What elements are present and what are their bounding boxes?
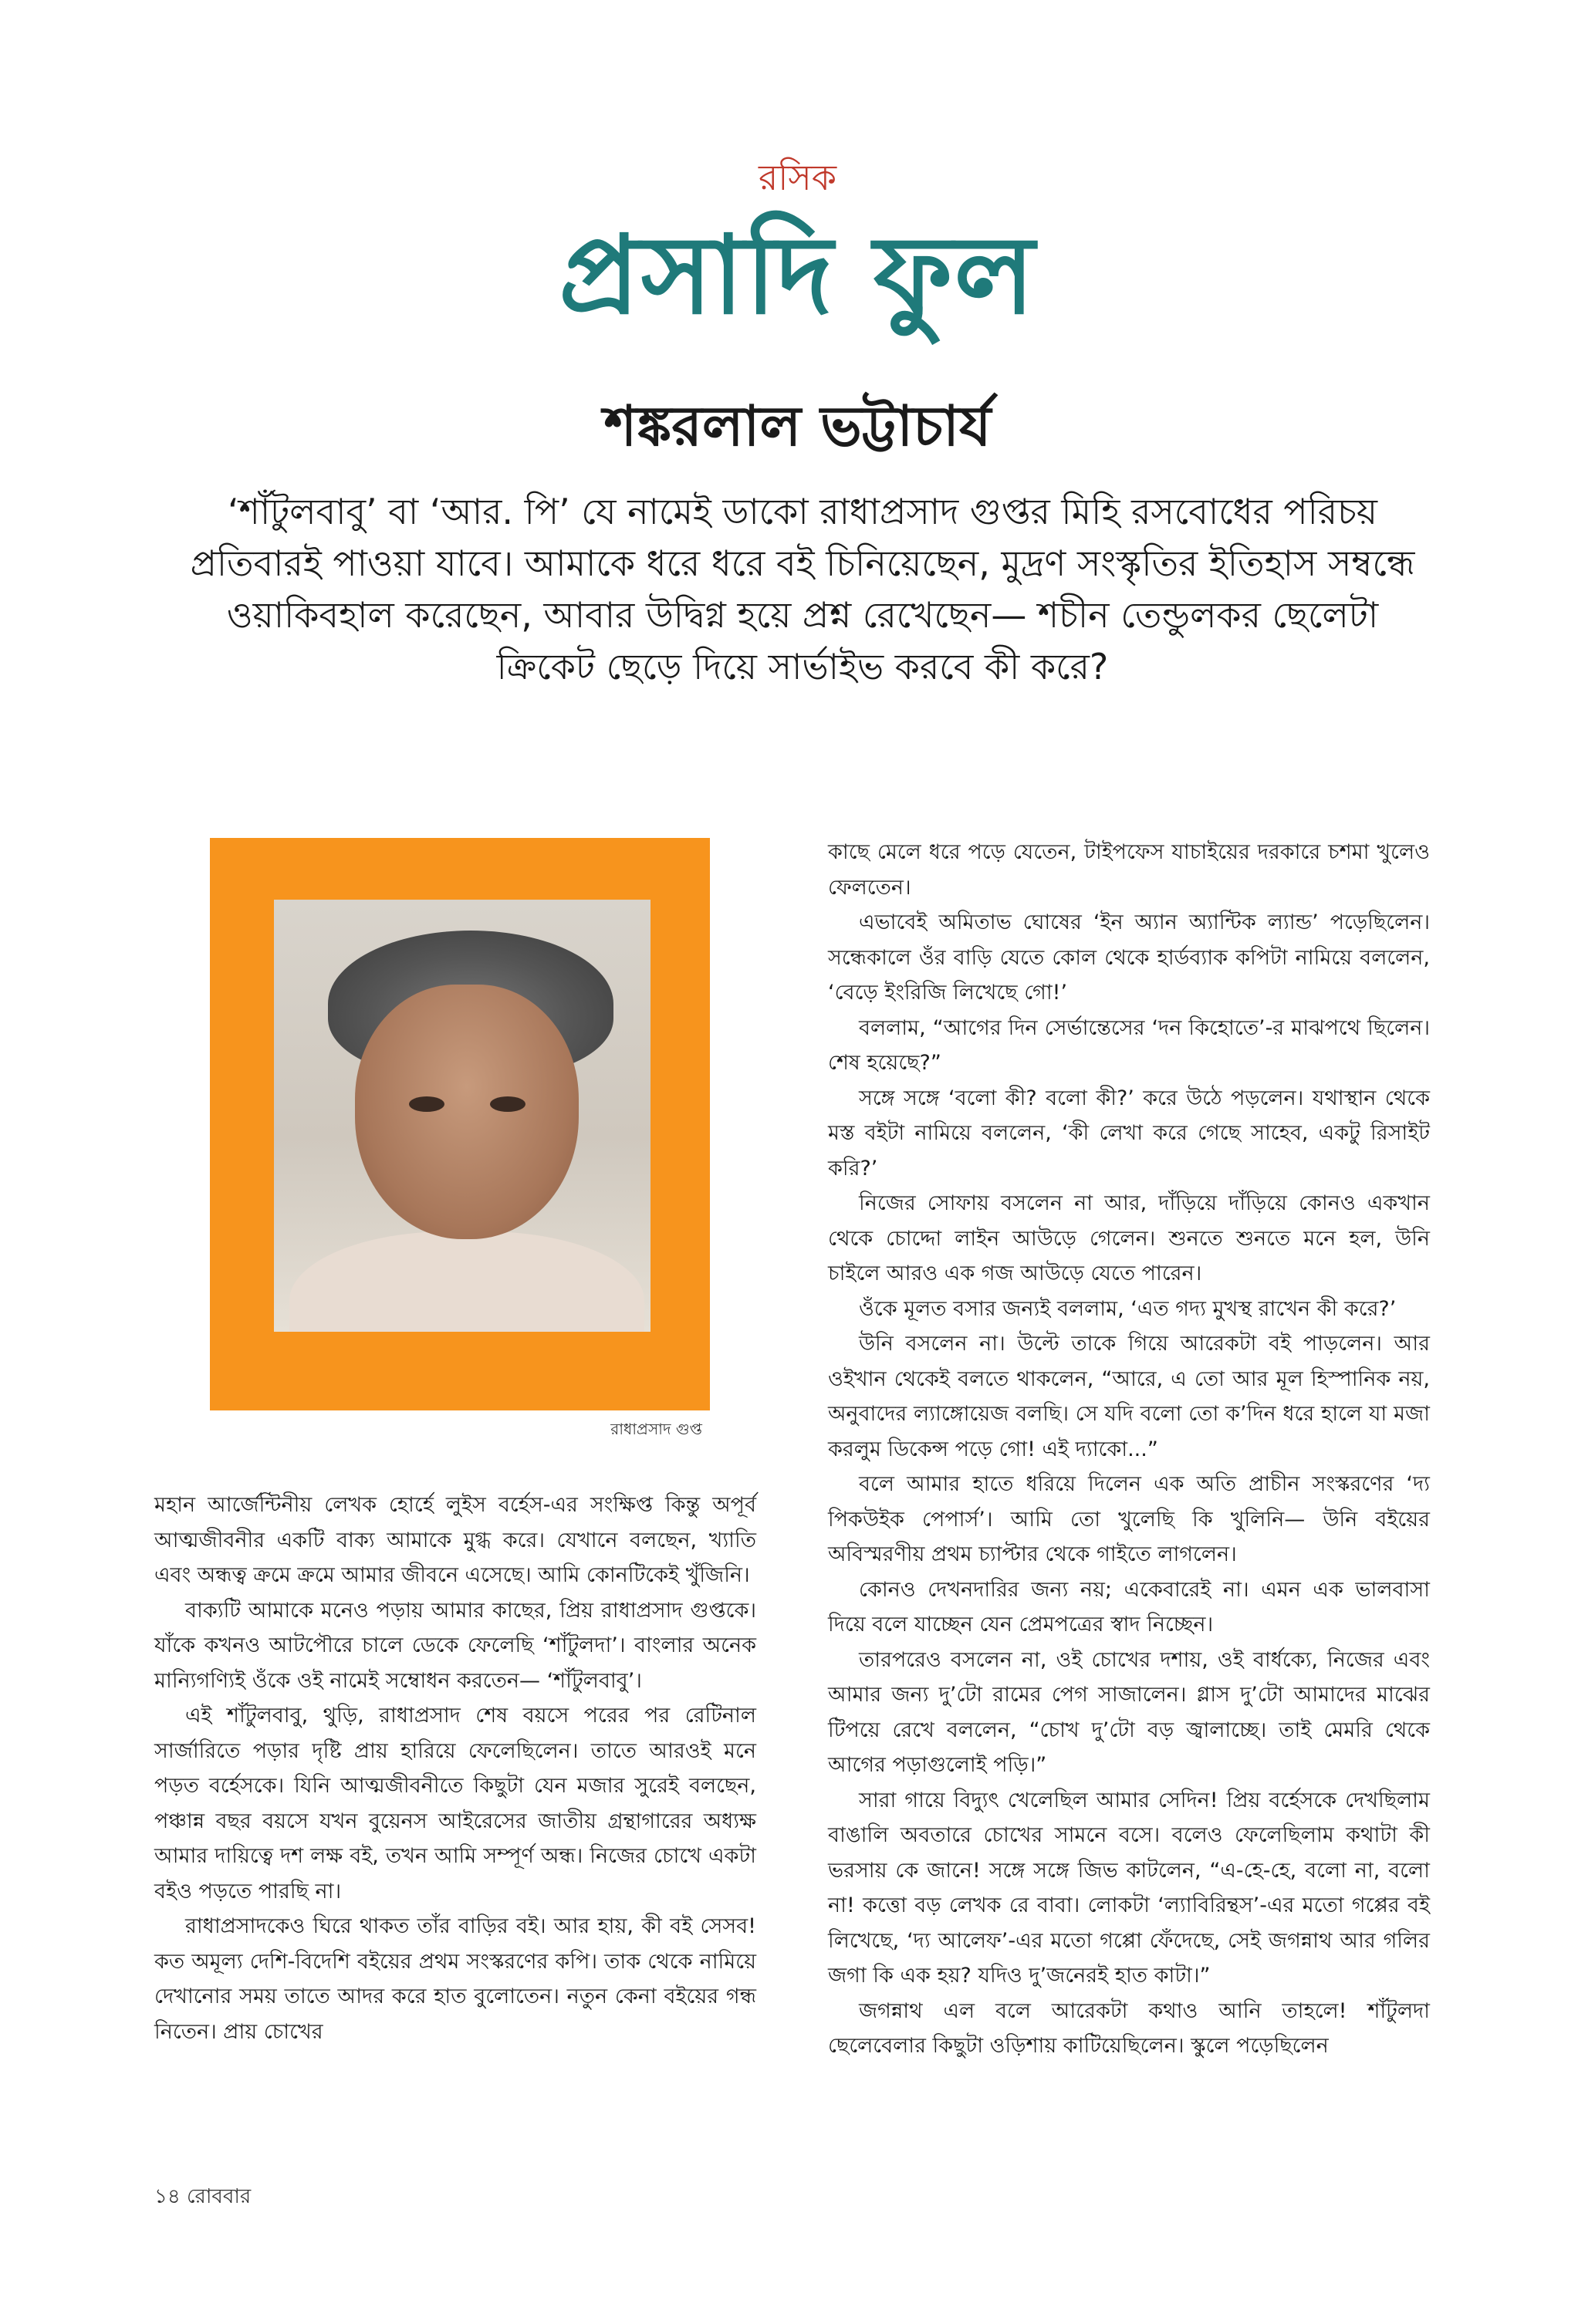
paragraph: বলে আমার হাতে ধরিয়ে দিলেন এক অতি প্রাচীন সংস্করণের ‘দ্য পিকউইক পেপার্স’। আমি তো খুলেছি কি খুলিনি— উনি বইয়ের অবিস্মরণীয় প্রথম চ্যাপ্টার থেকে গাইতে লাগলেন।: [828, 1472, 1430, 1566]
paragraph: রাধাপ্রসাদকেও ঘিরে থাকত তাঁর বাড়ির বই। আর হায়, কী বই সেসব! কত অমূল্য দেশি-বিদেশি বইয়ের প্রথম সংস্করণের কপি। তাক থেকে নামিয়ে দেখানোর সময় তাতে আদর করে হাত বুলোতেন। নতুন কেনা বইয়ের গন্ধ নিতেন। প্রায় চোখের: [154, 1914, 756, 2044]
paragraph: সঙ্গে সঙ্গে ‘বলো কী? বলো কী?’ করে উঠে পড়লেন। যথাস্থান থেকে মস্ত বইটা নামিয়ে বললেন, ‘কী লেখা করে গেছে সাহেব, একটু রিসাইট করি?’: [828, 1086, 1430, 1181]
photo-caption: রাধাপ্রসাদ গুপ্ত: [610, 1420, 702, 1438]
paragraph: সারা গায়ে বিদ্যুৎ খেলেছিল আমার সেদিন! প্রিয় বর্হেসকে দেখছিলাম বাঙালি অবতারে চোখের সামনে বসে। বলেও ফেলেছিলাম কথাটা কী ভরসায় কে জানে! সঙ্গে সঙ্গে জিভ কাটলেন, “এ-হে-হে, বলো না, বলো না! কত্তো বড় লেখক রে বাবা। লোকটা ‘ল্যাবিরিন্থস’-এর মতো গপ্পের বই লিখেছে, ‘দ্য আলেফ’-এর মতো গপ্পো ফেঁদেছে, সেই জগন্নাথ আর গলির জগা কি এক হয়? যদিও দু’জনেরই হাত কাটা।”: [828, 1788, 1430, 1988]
paragraph: নিজের সোফায় বসলেন না আর, দাঁড়িয়ে দাঁড়িয়ে কোনও একখান থেকে চোদ্দো লাইন আউড়ে গেলেন। শুনতে শুনতে মনে হল, উনি চাইলে আরও এক গজ আউড়ে যেতে পারেন।: [828, 1191, 1430, 1285]
paragraph: ওঁকে মূলত বসার জন্যই বললাম, ‘এত গদ্য মুখস্থ রাখেন কী করে?’: [859, 1296, 1397, 1321]
left-column: [154, 1488, 756, 2049]
paragraph: জগন্নাথ এল বলে আরেকটা কথাও আনি তাহলে! শাঁটুলদা ছেলেবেলার কিছুটা ওড়িশায় কাটিয়েছিলেন। স্কুলে পড়েছিলেন: [828, 1998, 1430, 2058]
author-byline: শঙ্করলাল ভট্টাচার্য: [603, 394, 992, 458]
standfirst: ‘শাঁটুলবাবু’ বা ‘আর. পি’ যে নামেই ডাকো রাধাপ্রসাদ গুপ্তর মিহি রসবোধের পরিচয় প্রতিবারই পাওয়া যাবে। আমাকে ধরে ধরে বই চিনিয়েছেন, মুদ্রণ সংস্কৃতির ইতিহাস সম্বন্ধে ওয়াকিবহাল করেছেন, আবার উদ্বিগ্ন হয়ে প্রশ্ন রেখেছেন— শচীন তেন্ডুলকর ছেলেটা ক্রিকেট ছেড়ে দিয়ে সার্ভাইভ করবে কী করে?: [190, 491, 1415, 687]
section-kicker: রসিক: [758, 157, 837, 198]
paragraph: উনি বসলেন না। উল্টে তাকে গিয়ে আরেকটা বই পাড়লেন। আর ওইখান থেকেই বলতে থাকলেন, “আরে, এ তো আর মূল হিস্পানিক নয়, অনুবাদের ল্যাঙ্গোয়েজ বলছি। সে যদি বলো তো ক’দিন ধরে হালে যা মজা করলুম ডিকেন্স পড়ে গো! এই দ্যাকো...”: [828, 1332, 1430, 1461]
paragraph: বাক্যটি আমাকে মনেও পড়ায় আমার কাছের, প্রিয় রাধাপ্রসাদ গুপ্তকে। যাঁকে কখনও আটপৌরে চালে ডেকে ফেলেছি ‘শাঁটুলদা’। বাংলার অনেক মান্যিগণ্যিই ওঁকে ওই নামেই সম্বোধন করতেন— ‘শাঁটুলবাবু’।: [154, 1598, 756, 1693]
portrait-photo: [274, 900, 651, 1332]
article-title: প্রসাদি ফুল: [559, 213, 1036, 339]
photo-frame: [210, 838, 710, 1410]
paragraph: এভাবেই অমিতাভ ঘোষের ‘ইন অ্যান অ্যান্টিক ল্যান্ড’ পড়েছিলেন। সন্ধেকালে ওঁর বাড়ি যেতে কোল থেকে হার্ডব্যাক কপিটা নামিয়ে বললেন, ‘বেড়ে ইংরিজি লিখেছে গো!’: [828, 910, 1430, 1005]
right-column: [828, 835, 1430, 2064]
paragraph: এই শাঁটুলবাবু, থুড়ি, রাধাপ্রসাদ শেষ বয়সে পরের পর রেটিনাল সার্জারিতে পড়ার দৃষ্টি প্রায় হারিয়ে ফেলেছিলেন। তাতে আরওই মনে পড়ত বর্হেসকে। যিনি আত্মজীবনীতে কিছুটা যেন মজার সুরেই বলছেন, পঞ্চান্ন বছর বয়সে যখন বুয়েনস আইরেসের জাতীয় গ্রন্থাগারের অধ্যক্ষ আমার দায়িত্বে দশ লক্ষ বই, তখন আমি সম্পূর্ণ অন্ধ। নিজের চোখে একটা বইও পড়তে পারছি না।: [154, 1704, 756, 1903]
page-folio: ১৪ রোববার: [154, 2185, 252, 2208]
paragraph: মহান আর্জেন্টিনীয় লেখক হোর্হে লুইস বর্হেস-এর সংক্ষিপ্ত কিন্তু অপূর্ব আত্মজীবনীর একটি বাক্য আমাকে মুগ্ধ করে। যেখানে বলছেন, খ্যাতি এবং অন্ধত্ব ক্রমে ক্রমে আমার জীবনে এসেছে। আমি কোনটিকেই খুঁজিনি।: [154, 1493, 756, 1587]
paragraph: কাছে মেলে ধরে পড়ে যেতেন, টাইপফেস যাচাইয়ের দরকারে চশমা খুলেও ফেলতেন।: [828, 840, 1430, 900]
paragraph: তারপরেও বসলেন না, ওই চোখের দশায়, ওই বার্ধক্যে, নিজের এবং আমার জন্য দু’টো রামের পেগ সাজালেন। গ্লাস দু’টো আমাদের মাঝের টিপয়ে রেখে বললেন, “চোখ দু’টো বড় জ্বালাচ্ছে। তাই মেমরি থেকে আগের পড়াগুলোই পড়ি।”: [828, 1647, 1430, 1777]
paragraph: বললাম, “আগের দিন সের্ভান্তেসের ‘দন কিহোতে’-র মাঝপথে ছিলেন। শেষ হয়েছে?”: [828, 1015, 1430, 1075]
paragraph: কোনও দেখনদারির জন্য নয়; একেবারেই না। এমন এক ভালবাসা দিয়ে বলে যাচ্ছেন যেন প্রেমপত্রের স্বাদ নিচ্ছেন।: [828, 1577, 1430, 1637]
